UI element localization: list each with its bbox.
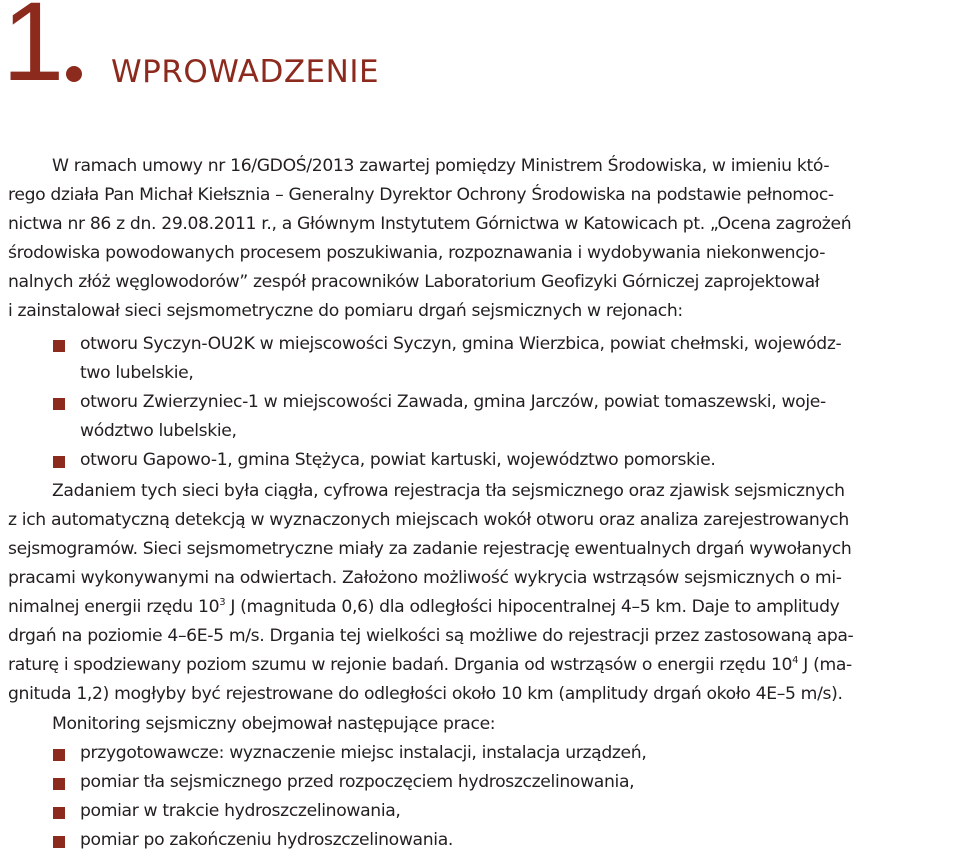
paragraph-line: i zainstalował sieci sejsmometryczne do pomiaru drgań sejsmicznych w rejonach: [8,301,683,321]
paragraph-line: Monitoring sejsmiczny obejmował następujące prace: [52,714,496,734]
list-item-line: otworu Syczyn-OU2K w miejscowości Syczyn, gmina Wierzbica, powiat chełmski, wojewódz- [80,334,842,354]
paragraph-line: W ramach umowy nr 16/GDOŚ/2013 zawartej pomiędzy Ministrem Środowiska, w imieniu któ- [52,156,830,176]
paragraph-line: gnituda 1,2) mogłyby być rejestrowane do odległości około 10 km (amplitudy drgań około 4E–5 m/s). [8,684,843,704]
bullet-marker [53,836,65,848]
list-item-line: two lubelskie, [80,363,194,383]
paragraph-line: środowiska powodowanych procesem poszukiwania, rozpoznawania i wydobywania niekonwencjo- [8,243,826,263]
chapter-number: 1 [2,0,61,104]
line-text: J (ma- [798,655,852,675]
paragraph-line: Zadaniem tych sieci była ciągła, cyfrowa rejestracja tła sejsmicznego oraz zjawisk sejsmicznych [52,481,845,501]
list-item-line: wództwo lubelskie, [80,421,237,441]
paragraph-line [8,597,839,617]
paragraph-line: pracami wykonywanymi na odwiertach. Założono możliwość wykrycia wstrząsów sejsmicznych o mi- [8,568,842,588]
paragraph-line: nictwa nr 86 z dn. 29.08.2011 r., a Głównym Instytutem Górnictwa w Katowicach pt. „Ocena zagrożeń [8,214,852,234]
list-item-line: otworu Gapowo-1, gmina Stężyca, powiat kartuski, województwo pomorskie. [80,450,716,470]
line-text: nimalnej energii rzędu 10 [8,597,220,617]
chapter-title: WPROWADZENIE [111,54,380,90]
paragraph-line: drgań na poziomie 4–6E-5 m/s. Drgania tej wielkości są możliwe do rejestracji przez zastosowaną apa- [8,626,854,646]
paragraph-line: nalnych złóż węglowodorów” zespół pracowników Laboratorium Geofizyki Górniczej zaprojektował [8,272,820,292]
bullet-marker [53,778,65,790]
bullet-marker [53,398,65,410]
list-item-line: pomiar tła sejsmicznego przed rozpoczęciem hydroszczelinowania, [80,772,635,792]
line-text: J (magnituda 0,6) dla odległości hipocentralnej 4–5 km. Daje to amplitudy [225,597,840,617]
list-item-line: przygotowawcze: wyznaczenie miejsc instalacji, instalacja urządzeń, [80,743,647,763]
paragraph-line: rego działa Pan Michał Kiełsznia – Generalny Dyrektor Ochrony Środowiska na podstawie pełnomoc- [8,185,834,205]
list-item-line: otworu Zwierzyniec-1 w miejscowości Zawada, gmina Jarczów, powiat tomaszewski, woje- [80,392,826,412]
line-text: raturę i spodziewany poziom szumu w rejonie badań. Drgania od wstrząsów o energii rzędu 10 [8,655,793,675]
body-text [8,0,958,856]
bullet-marker [53,456,65,468]
paragraph-line: sejsmogramów. Sieci sejsmometryczne miały za zadanie rejestrację ewentualnych drgań wywołanych [8,539,852,559]
bullet-marker [53,340,65,352]
superscript: 4 [792,655,799,666]
paragraph-line [8,655,852,675]
paragraph-line: z ich automatyczną detekcją w wyznaczonych miejscach wokół otworu oraz analiza zarejestrowanych [8,510,849,530]
list-item-line: pomiar po zakończeniu hydroszczelinowania. [80,830,453,850]
bullet-marker [53,807,65,819]
bullet-marker [53,749,65,761]
list-item-line: pomiar w trakcie hydroszczelinowania, [80,801,401,821]
superscript: 3 [219,597,226,608]
